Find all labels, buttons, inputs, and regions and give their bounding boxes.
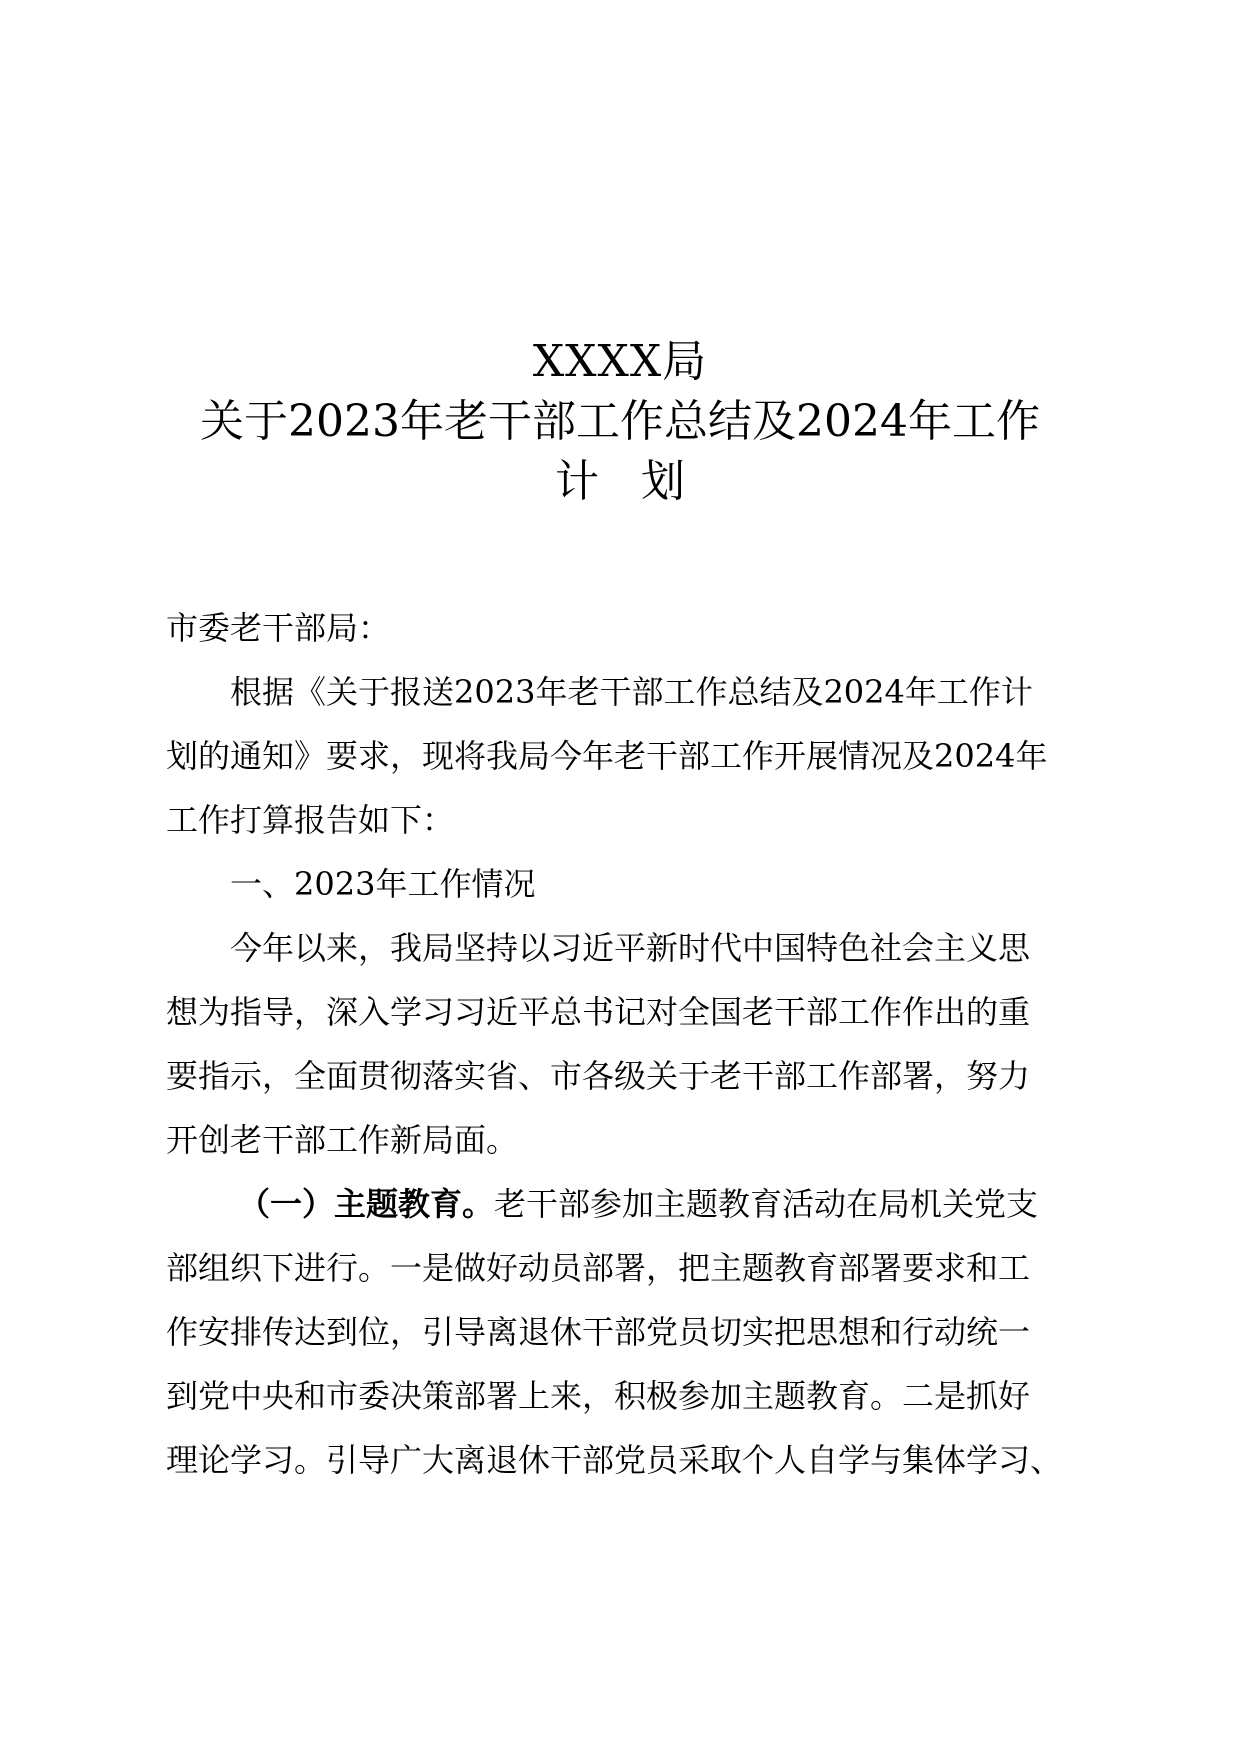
- title-line-3: 计 划: [555, 456, 699, 507]
- paragraph-2-line: 今年以来，我局坚持以习近平新时代中国特色社会主义思: [230, 929, 1031, 967]
- paragraph-2-line: 要指示，全面贯彻落实省、市各级关于老干部工作部署，努力: [166, 1057, 1031, 1095]
- paragraph-1-line: 划的通知》要求，现将我局今年老干部工作开展情况及2024年: [166, 737, 1048, 775]
- paragraph-3-line: 部组织下进行。一是做好动员部署，把主题教育部署要求和工: [166, 1249, 1031, 1287]
- paragraph-2-line: 开创老干部工作新局面。: [166, 1121, 519, 1159]
- document-body: [166, 596, 1086, 1492]
- title-line-1: XXXX局: [532, 336, 708, 387]
- document-title: [0, 332, 1240, 512]
- section-1-heading: 一、2023年工作情况: [230, 865, 536, 903]
- paragraph-3-first-text: 老干部参加主题教育活动在局机关党支: [494, 1185, 1039, 1223]
- paragraph-3-line: 作安排传达到位，引导离退休干部党员切实把思想和行动统一: [166, 1313, 1031, 1351]
- subsection-1-heading: （一）主题教育。: [238, 1185, 495, 1223]
- paragraph-1-line: 工作打算报告如下：: [166, 801, 455, 839]
- paragraph-3-first-line: [166, 1172, 1086, 1236]
- paragraph-2-line: 想为指导，深入学习习近平总书记对全国老干部工作作出的重: [166, 993, 1031, 1031]
- paragraph-3-line: 理论学习。引导广大离退休干部党员采取个人自学与集体学习、: [166, 1441, 1063, 1479]
- title-line-2: 关于2023年老干部工作总结及2024年工作: [200, 396, 1040, 447]
- paragraph-3-line: 到党中央和市委决策部署上来，积极参加主题教育。二是抓好: [166, 1377, 1031, 1415]
- paragraph-1-line: 根据《关于报送2023年老干部工作总结及2024年工作计: [230, 673, 1033, 711]
- salutation: 市委老干部局：: [166, 609, 391, 647]
